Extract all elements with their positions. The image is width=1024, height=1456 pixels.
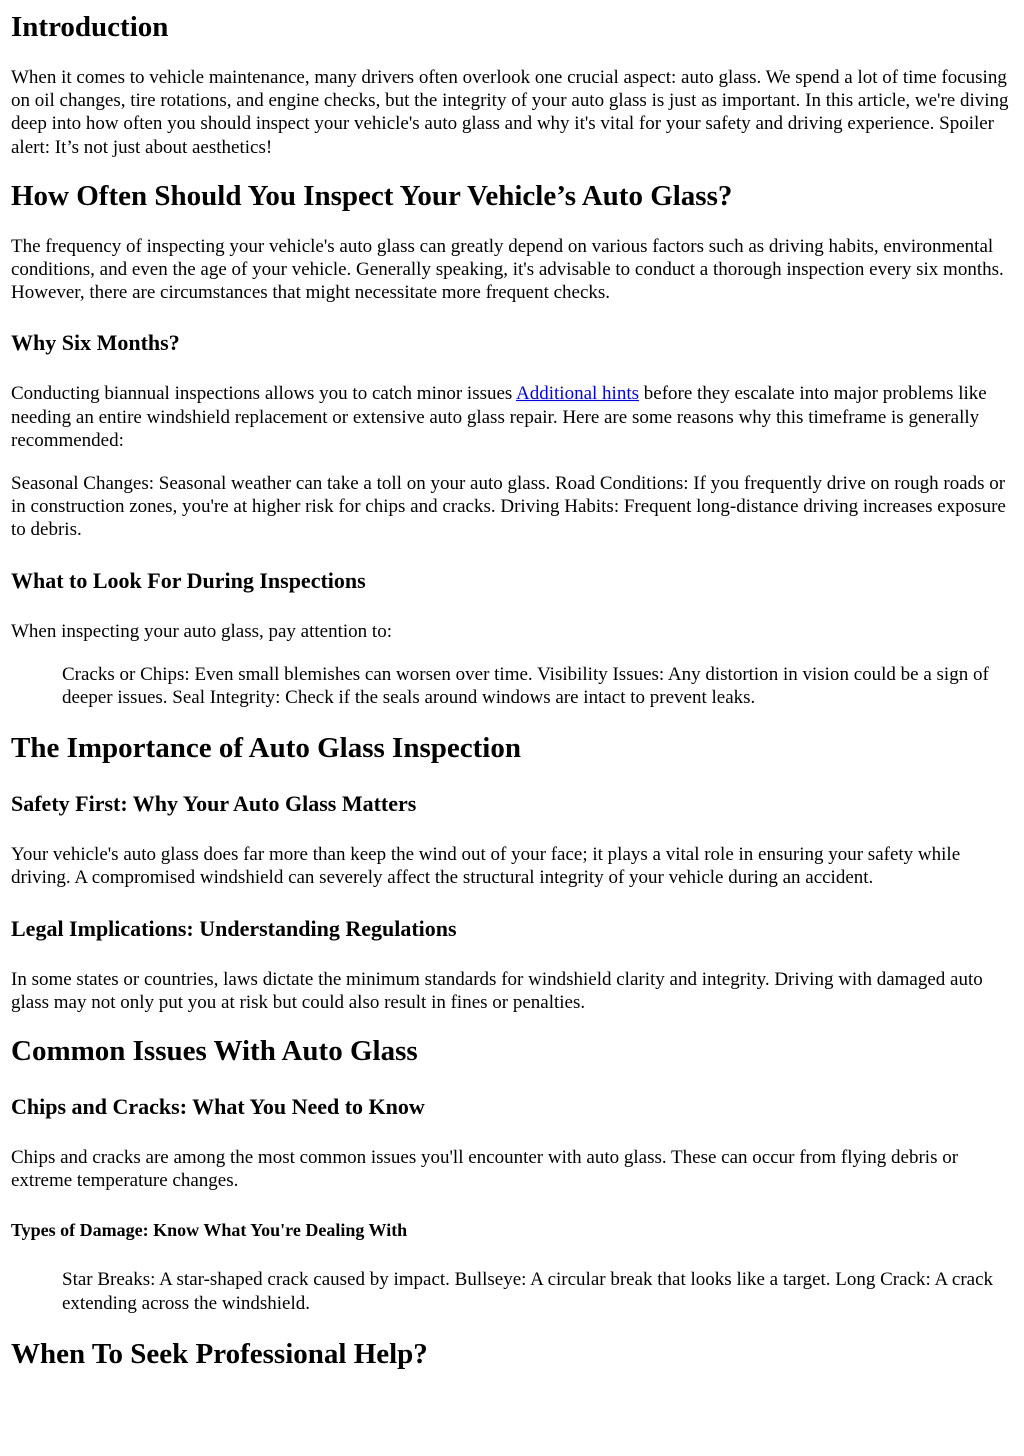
reasons-paragraph: Seasonal Changes: Seasonal weather can take a toll on your auto glass. Road Conditions: If you frequently drive on rough roads or in construction zones, you're at higher risk for chips and cracks. Driving Habits: Frequent long-distance driving increases exposure to debris. [11,473,1006,541]
damage-types-blockquote: Star Breaks: A star-shaped crack caused by impact. Bullseye: A circular break that looks like a target. Long Crack: A crack extending across the windshield. [62,1269,994,1314]
legal-paragraph: In some states or countries, laws dictate the minimum standards for windshield clarity and integrity. Driving with damaged auto glass may not only put you at risk but could also result in fines or penalties. [11,968,983,1013]
safety-paragraph: Your vehicle's auto glass does far more than keep the wind out of your face; it plays a vital role in ensuring your safety while driving. A compromised windshield can severely affect the structural integrity of your vehicle during an accident. [11,844,961,889]
heading-introduction: Introduction [11,11,169,43]
heading-legal-implications: Legal Implications: Understanding Regulations [11,915,457,941]
inspection-items-blockquote: Cracks or Chips: Even small blemishes can worsen over time. Visibility Issues: Any distortion in vision could be a sign of deeper issues. Seal Integrity: Check if the seals around windows are intact to prevent leaks. [62,663,989,709]
heading-how-often: How Often Should You Inspect Your Vehicle’s Auto Glass? [11,179,733,212]
heading-importance: The Importance of Auto Glass Inspection [11,732,521,765]
heading-types-of-damage: Types of Damage: Know What You're Dealing With [11,1220,408,1241]
what-to-look-paragraph: When inspecting your auto glass, pay attention to: [11,620,392,642]
heading-why-six-months: Why Six Months? [11,330,180,356]
intro-paragraph: When it comes to vehicle maintenance, many drivers often overlook one crucial aspect: auto glass. We spend a lot of time focusing on oil changes, tire rotations, and engine checks, but the integrity of your auto glass is just as important. In this article, we're diving deep into how often you should inspect your vehicle's auto glass and why it's vital for your safety and driving experience. Spoiler alert: It’s not just about aesthetics! [11,67,1009,158]
heading-what-to-look-for: What to Look For During Inspections [11,567,366,593]
chips-paragraph: Chips and cracks are among the most common issues you'll encounter with auto glass. These can occur from flying debris or extreme temperature changes. [11,1147,959,1192]
heading-professional-help: When To Seek Professional Help? [11,1337,428,1370]
why-six-months-paragraph [11,382,1016,452]
why-six-months-text-after-link: before they escalate into major problems like needing an entire windshield replacement or extensive auto glass repair. Here are some reasons why this timeframe is generally recommended: [11,383,987,451]
heading-safety-first: Safety First: Why Your Auto Glass Matters [11,791,417,817]
how-often-paragraph: The frequency of inspecting your vehicle's auto glass can greatly depend on various factors such as driving habits, environmental conditions, and even the age of your vehicle. Generally speaking, it's advisable to conduct a thorough inspection every six months. However, there are circumstances that might necessitate more frequent checks. [11,235,1004,304]
additional-hints-link[interactable]: Additional hints [516,383,640,405]
heading-common-issues: Common Issues With Auto Glass [11,1035,418,1068]
why-six-months-text-before-link: Conducting biannual inspections allows you to catch minor issues [11,383,517,405]
heading-chips-and-cracks: Chips and Cracks: What You Need to Know [11,1094,425,1120]
